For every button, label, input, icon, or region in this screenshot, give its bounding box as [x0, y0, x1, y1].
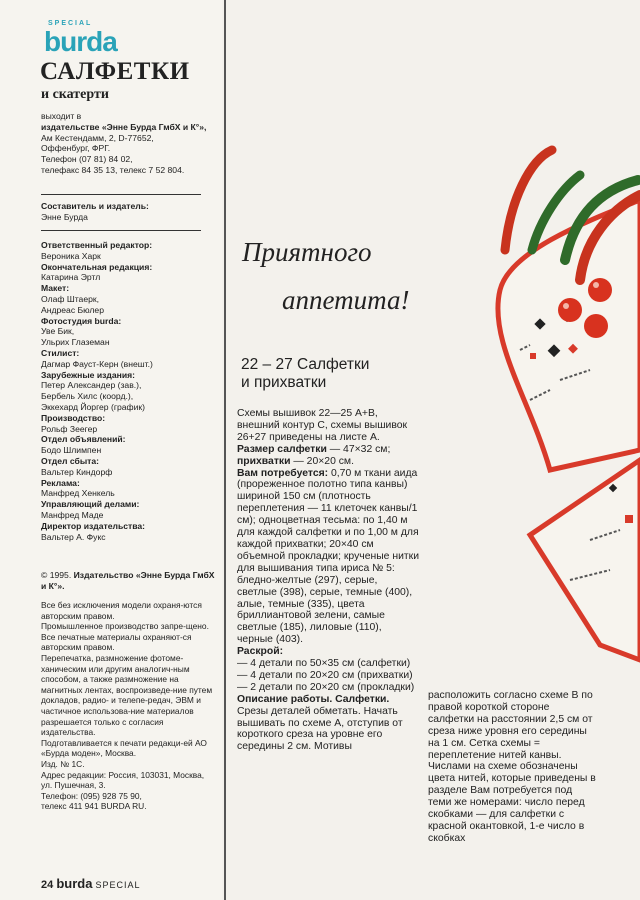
footer-special: SPECIAL [95, 880, 141, 890]
instruction-text: Схемы вышивок 22—25 А+В, внешний контур С, схемы вышивок 26+27 приведены на листе А. [237, 408, 408, 443]
section-title [241, 356, 369, 392]
instruction-paragraph [237, 468, 420, 647]
instruction-text: — 2 детали по 20×20 см (прокладки) [237, 681, 415, 693]
instruction-heading: Раскрой: [237, 646, 284, 658]
greeting-line-1: Приятного [242, 237, 372, 267]
staff-role: Окончательная редакция: [41, 261, 153, 272]
section-title-line-1: 22 – 27 Салфетки [241, 356, 370, 373]
staff-role: Отдел сбыта: [41, 455, 100, 466]
staff-name: Вероника Харк [41, 250, 101, 261]
rights-paragraph: телекс 411 941 BURDA RU. [41, 801, 147, 812]
copyright-text: Издательство «Энне Бурда ГмбХ и К°». [41, 570, 215, 591]
staff-name: Бодо Шлимпен [41, 445, 102, 456]
rights-paragraph: Промышленное производство запре-щено. [41, 621, 209, 632]
staff-name: Дагмар Фауст-Керн (внешт.) [41, 358, 153, 369]
staff-name: Катарина Эртл [41, 272, 101, 283]
greeting-line-2: аппетита! [282, 285, 410, 315]
logo-brand: burda [44, 26, 117, 57]
divider [41, 230, 201, 231]
publisher-intro: выходит в [41, 111, 82, 121]
instruction-paragraph [237, 646, 420, 658]
rights-paragraph: Перепечатка, размножение фотоме-ханическим или другим аналогич-ным способом, а также размножение на магнитных лентах, воспроизведе-ние путем докладов, радио- и телепе-редач, ЭВМ и частичное использова-ние материалов разрешается только с согласия издательства. [41, 652, 213, 738]
publisher-fax: телефакс 84 35 13, телекс 7 52 804. [41, 164, 185, 175]
staff-name: Манфред Маде [41, 509, 104, 520]
compiler-name: Энне Бурда [41, 211, 88, 222]
instruction-text: 0,70 м ткани аида (прореженное полотно типа канвы) шириной 150 см (плотность переплетения — 11 клеточек канвы/1 см); одноцветная тесьма: по 1,40 м для каждой салфетки и по 1,00 м для каждой прихватки; 20×40 см объемной прокладки; крученые нитки для вышивания типа ириса № 5: бледно-желтые (297), серые, светлые (398), серые, темные (400), алые, темные (335), цвета бриллиантовой зелени, самые светлые (185), лиловые (110), черные (403). [237, 467, 420, 646]
staff-role: Зарубежные издания: [41, 369, 135, 380]
rights-notice [41, 600, 216, 812]
rights-paragraph: Телефон: (095) 928 75 90, [41, 790, 142, 801]
publisher-address-1: Ам Кестендамм, 2, D-77652, [41, 132, 154, 143]
staff-list [41, 240, 221, 542]
staff-name: Ульрих Глаземан [41, 337, 110, 348]
publisher-phone: Телефон (07 81) 84 02, [41, 154, 133, 165]
instruction-paragraph [237, 694, 420, 754]
instruction-text: Срезы деталей обметать. Начать вышивать по схеме А, отступив от короткого среза на уровне его середины 2 см. Мотивы [237, 705, 403, 753]
staff-role: Управляющий делами: [41, 499, 140, 510]
staff-name: Уве Бик, [41, 326, 75, 337]
instruction-paragraph [237, 658, 420, 670]
instruction-text: — 20×20 см. [290, 455, 354, 467]
napkins-photo [470, 120, 640, 680]
instruction-paragraph [237, 682, 420, 694]
instruction-heading: Описание работы. Салфетки. [237, 693, 390, 705]
logo-special: SPECIAL [48, 20, 93, 27]
copyright-year: © 1995. [41, 570, 72, 580]
staff-name: Петер Александер (зав.), [41, 380, 142, 391]
instruction-heading: Размер салфетки [237, 443, 327, 455]
staff-name: Рольф Зеегер [41, 423, 98, 434]
staff-role: Макет: [41, 283, 70, 294]
publisher-address-2: Оффенбург, ФРГ. [41, 143, 111, 154]
staff-name: Андреас Бюлер [41, 304, 104, 315]
page-footer [41, 876, 141, 891]
instruction-text: — 47×32 см; [326, 443, 391, 455]
staff-name: Манфред Хенкель [41, 488, 115, 499]
staff-name: Олаф Штаерк, [41, 293, 100, 304]
greeting-heading [242, 228, 482, 324]
instruction-text: — 4 детали по 50×35 см (салфетки) [237, 658, 411, 670]
page-title: САЛФЕТКИ [40, 58, 190, 85]
compiler-block [41, 201, 221, 223]
page-number: 24 [41, 879, 54, 891]
instruction-paragraph [237, 444, 420, 456]
staff-name: Эккехард Йоргер (график) [41, 401, 146, 412]
embroidery-motif [625, 515, 633, 523]
rights-paragraph: Все печатные материалы охраняют-ся авторским правом. [41, 631, 192, 653]
staff-name: Вальтер Киндорф [41, 466, 113, 477]
footer-brand: burda [56, 876, 93, 891]
instruction-paragraph [237, 456, 420, 468]
rights-paragraph: Все без исключения модели охраня-ются авторским правом. [41, 600, 202, 621]
instruction-heading: прихватки [237, 455, 291, 467]
staff-role: Фотостудия burda: [41, 315, 122, 326]
instruction-paragraph [237, 670, 420, 682]
staff-name: Вальтер А. Фукс [41, 531, 106, 542]
instructions-column-2: расположить согласно схеме В по правой короткой стороне салфетки на расстоянии 2,5 см от среза ниже уровня его середины на 1 см. Сетка схемы = переплетение нитей канвы. Числами на схеме обозначены цвета нитей, которые приведены в разделе Вам потребуется под теми же номерами: число перед скобками — для салфетки с красной окантовкой, 1-е число в скобках [428, 690, 596, 844]
copyright [41, 570, 216, 592]
staff-role: Стилист: [41, 347, 80, 358]
instruction-text: — 4 детали по 20×20 см (прихватки) [237, 669, 413, 681]
burda-special-logo [44, 12, 117, 57]
compiler-role: Составитель и издатель: [41, 201, 149, 211]
section-title-line-2: и прихватки [241, 374, 327, 391]
staff-role: Отдел объявлений: [41, 434, 126, 445]
publisher-name: издательстве «Энне Бурда ГмбХ и К°», [41, 121, 207, 132]
divider [41, 194, 201, 195]
staff-role: Производство: [41, 412, 106, 423]
staff-role: Директор издательства: [41, 520, 146, 531]
napkin-bottom [530, 460, 640, 660]
instructions-column-1 [237, 408, 420, 753]
publisher-block [41, 111, 221, 176]
staff-role: Реклама: [41, 477, 80, 488]
rights-paragraph: Адрес редакции: Россия, 103031, Москва, ул. Пушечная, 3. [41, 769, 205, 791]
rights-paragraph: Подготавливается к печати редакци-ей АО «Бурда моден», Москва. [41, 737, 207, 759]
page-subtitle: и скатерти [41, 87, 109, 102]
instruction-paragraph [237, 408, 420, 444]
rights-paragraph: Изд. № 1С. [41, 758, 85, 769]
column-divider [224, 0, 226, 900]
staff-name: Бербель Хилс (коорд.), [41, 391, 134, 402]
instruction-heading: Вам потребуется: [237, 467, 329, 479]
staff-role: Ответственный редактор: [41, 240, 153, 250]
